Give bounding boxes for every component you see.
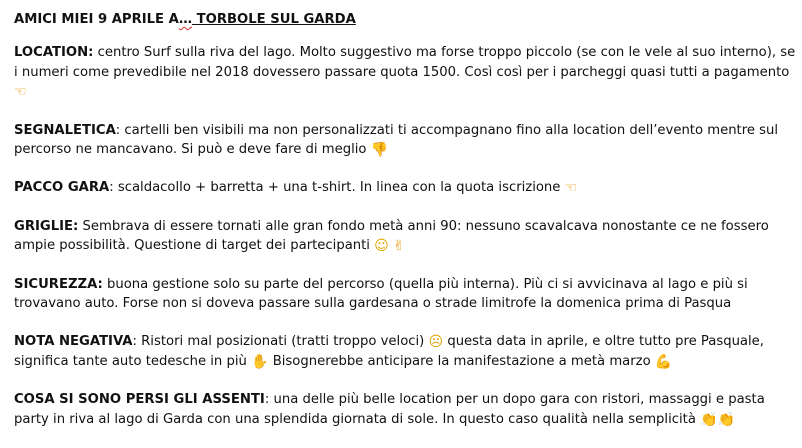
paragraph-heading: SEGNALETICA [14,122,116,138]
title-part1: AMICI MIEI 9 APRILE A [14,12,179,27]
document [14,10,796,448]
paragraph-text: centro Surf sulla riva del lago. Molto suggestivo ma forse troppo piccolo (se con le vele al suo interno), se i numeri come prevedibile nel 2018 dovessero passare quota 1500. Così così per i parcheggi quasi tutti a pagamento [14,45,796,80]
paragraph-heading: SICUREZZA: [14,276,103,292]
raised-hand-icon: ✋ [251,353,269,370]
pointing-hand-icon: ☜ [564,180,578,197]
clapping-hands-icon: 👏👏 [700,411,735,428]
paragraph-heading: NOTA NEGATIVA [14,334,133,350]
paragraph-segnaletica [14,121,796,160]
paragraph-heading: GRIGLIE: [14,218,79,234]
flexed-biceps-icon: 💪 [654,353,673,370]
victory-hand-icon: ✌ [392,238,405,255]
paragraph-text: buona gestione solo su parte del percorso (quella più interna). Più ci si avvicinava al lago e più si trovavano auto. Forse non si doveva passare sulla gardesana o strade limitrofe la domenica prima di Pasqua [14,276,748,312]
document-title [14,10,796,29]
paragraph-text: : scaldacollo + barretta + una t-shirt. In linea con la quota iscrizione [109,180,565,196]
paragraph-text: Bisognerebbe anticipare la manifestazione a metà marzo [268,353,655,369]
paragraph-text: questa data in aprile, e oltre tutto pre Pasquale, significa tante auto tedesche in più [14,334,764,369]
paragraph-text: : Ristori mal posizionati (tratti troppo veloci) [132,334,429,350]
paragraph-heading: COSA SI SONO PERSI GLI ASSENTI [14,392,265,408]
paragraph-text: : una delle più belle location per un dopo gara con ristori, massaggi e pasta party in riva al lago di Garda con una splendida giornata di sole. In questo caso qualità nella semplicità [14,392,765,427]
paragraph-heading: PACCO GARA [14,180,110,196]
paragraph-sicurezza [14,275,796,314]
paragraph-pacco-gara [14,178,796,197]
flushed-face-icon: ☹ [428,334,444,351]
paragraph-nota-negativa [14,332,796,371]
paragraph-heading: LOCATION: [14,45,94,61]
title-ellipsis: … [178,12,193,27]
pointing-hand-icon: ☜ [14,84,27,101]
paragraph-text: : cartelli ben visibili ma non personalizzati ti accompagnano fino alla location dell’evento mentre sul percorso ne mancavano. Si può e deve fare di meglio [14,122,779,158]
paragraph-assenti [14,390,796,429]
paragraph-griglie [14,217,796,256]
paragraph-text: Sembrava di essere tornati alle gran fondo metà anni 90: nessuno scavalcava nonostante ce ne fossero ampie possibilità. Questione di target dei partecipanti [14,218,769,254]
winking-face-icon: ☺ [374,238,389,255]
thumbs-down-icon: 👎 [370,142,389,159]
paragraph-location [14,43,796,101]
title-part2: TORBOLE SUL GARDA [192,12,356,27]
